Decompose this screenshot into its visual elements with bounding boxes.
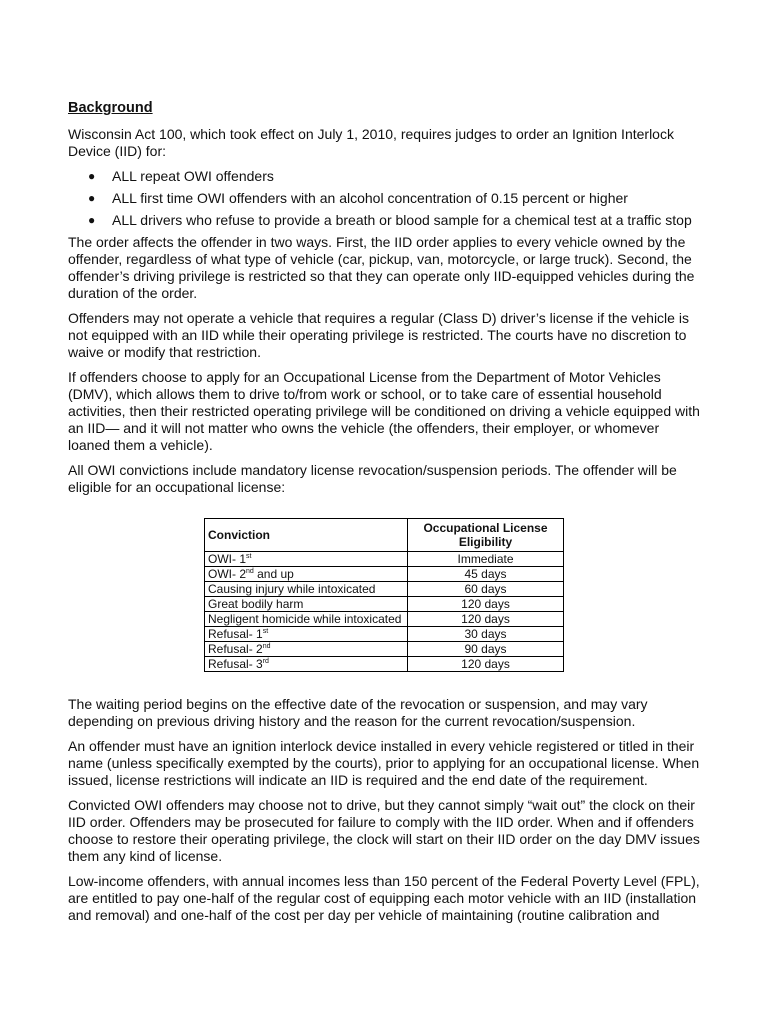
conviction-cell: OWI- 1st <box>205 552 408 567</box>
eligibility-table <box>204 518 564 672</box>
eligibility-cell: 120 days <box>408 612 564 627</box>
paragraph-waiting-period: The waiting period begins on the effective date of the revocation or suspension, and may vary depending on previous driving history and the reason for the current revocation/suspension. <box>68 696 648 729</box>
table-row <box>205 567 564 582</box>
conviction-cell: Refusal- 2nd <box>205 642 408 657</box>
conviction-cell: Refusal- 3rd <box>205 657 408 672</box>
conviction-cell: Causing injury while intoxicated <box>205 582 408 597</box>
list-item-text: ALL repeat OWI offenders <box>112 168 274 184</box>
bullet-icon: ● <box>88 191 96 205</box>
section-heading: Background <box>68 100 153 116</box>
table-header-row <box>205 519 564 552</box>
bullet-icon: ● <box>88 169 96 183</box>
list-item <box>88 168 704 185</box>
eligibility-cell: Immediate <box>408 552 564 567</box>
table-row <box>205 552 564 567</box>
conviction-cell: Refusal- 1st <box>205 627 408 642</box>
eligibility-cell: 30 days <box>408 627 564 642</box>
table-row <box>205 582 564 597</box>
bullet-icon: ● <box>88 213 96 227</box>
eligibility-cell: 120 days <box>408 597 564 612</box>
column-header-conviction: Conviction <box>205 519 408 552</box>
table-row <box>205 627 564 642</box>
paragraph-revocation-periods: All OWI convictions include mandatory license revocation/suspension periods. The offender will be eligible for an occupational license: <box>68 462 677 495</box>
table-row <box>205 597 564 612</box>
paragraph-class-d-restriction: Offenders may not operate a vehicle that requires a regular (Class D) driver’s license if the vehicle is not equipped with an IID while their operating privilege is restricted. The courts have no discretion to waive or modify that restriction. <box>68 310 689 360</box>
column-header-eligibility: Occupational License Eligibility <box>408 519 564 552</box>
paragraph-low-income: Low-income offenders, with annual incomes less than 150 percent of the Federal Poverty Level (FPL), are entitled to pay one-half of the regular cost of equipping each motor vehicle with an IID (installation and removal) and one-half of the cost per day per vehicle of maintaining (routine calibration and <box>68 873 700 923</box>
conviction-cell: Negligent homicide while intoxicated <box>205 612 408 627</box>
paragraph-installation-requirement: An offender must have an ignition interlock device installed in every vehicle registered or titled in their name (unless specifically exempted by the courts), prior to applying for an occupational license. When issued, license restrictions will indicate an IID is required and the end date of the requirement. <box>68 738 700 788</box>
intro-paragraph: Wisconsin Act 100, which took effect on July 1, 2010, requires judges to order an Ignition Interlock Device (IID) for: <box>68 126 674 159</box>
list-item <box>88 212 704 229</box>
table-row <box>205 642 564 657</box>
document-page <box>68 98 704 932</box>
conviction-cell: OWI- 2nd and up <box>205 567 408 582</box>
list-item <box>88 190 704 207</box>
eligibility-cell: 120 days <box>408 657 564 672</box>
eligibility-cell: 45 days <box>408 567 564 582</box>
eligibility-cell: 60 days <box>408 582 564 597</box>
eligibility-table-wrap <box>204 518 704 672</box>
iid-requirement-list <box>68 168 704 229</box>
list-item-text: ALL first time OWI offenders with an alcohol concentration of 0.15 percent or higher <box>112 190 628 206</box>
list-item-text: ALL drivers who refuse to provide a breath or blood sample for a chemical test at a traffic stop <box>112 212 692 228</box>
paragraph-order-effects: The order affects the offender in two ways. First, the IID order applies to every vehicle owned by the offender, regardless of what type of vehicle (car, pickup, van, motorcycle, or large truck). Second, the offender’s driving privilege is restricted so that they can operate only IID-equipped vehicles during the duration of the order. <box>68 234 695 301</box>
paragraph-wait-out-clock: Convicted OWI offenders may choose not to drive, but they cannot simply “wait out” the clock on their IID order. Offenders may be prosecuted for failure to comply with the IID order. When and if offenders choose to restore their operating privilege, the clock will start on their IID order on the day DMV issues them any kind of license. <box>68 797 700 864</box>
paragraph-occupational-license: If offenders choose to apply for an Occupational License from the Department of Motor Vehicles (DMV), which allows them to drive to/from work or school, or to take care of essential household activities, then their restricted operating privilege will be conditioned on driving a vehicle equipped with an IID— and it will not matter who owns the vehicle (the offenders, their employer, or whomever loaned them a vehicle). <box>68 369 700 453</box>
table-row <box>205 612 564 627</box>
conviction-cell: Great bodily harm <box>205 597 408 612</box>
eligibility-cell: 90 days <box>408 642 564 657</box>
table-row <box>205 657 564 672</box>
